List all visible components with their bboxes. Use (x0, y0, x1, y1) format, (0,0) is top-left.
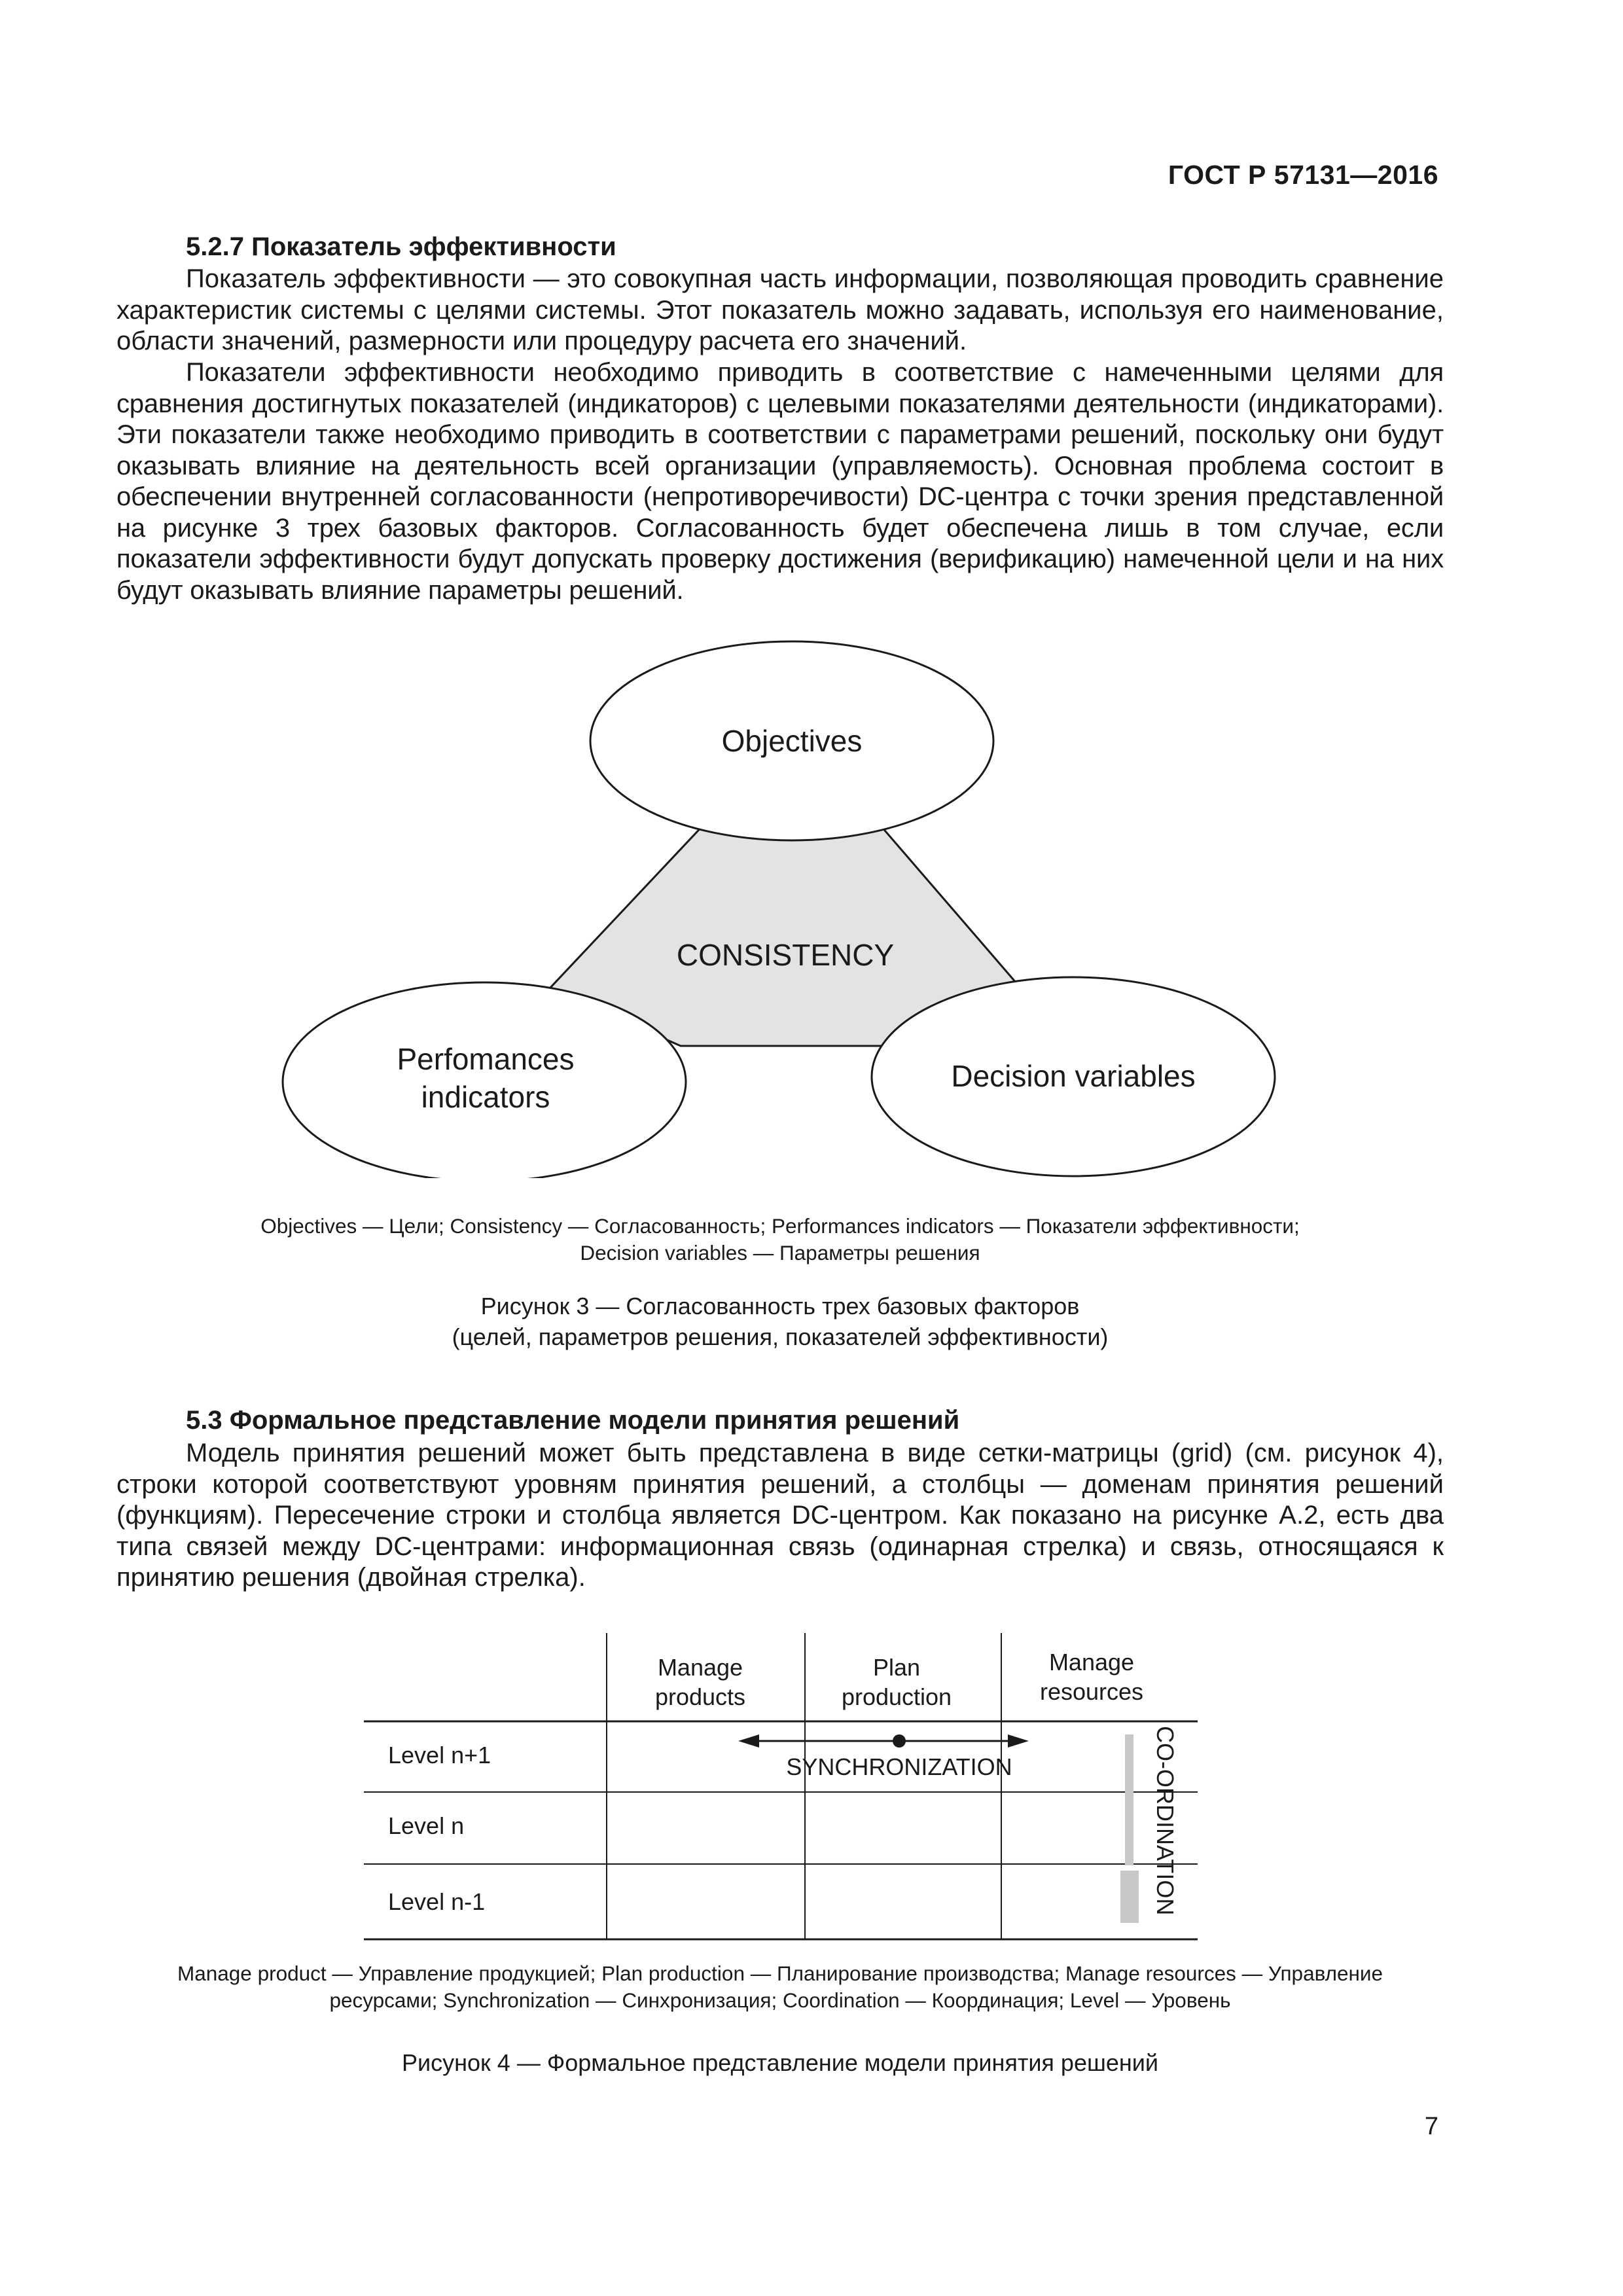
column-header-plan-production-line2: production (841, 1683, 952, 1710)
objectives-label: Objectives (721, 724, 863, 758)
column-header-plan-production-line1: Plan (872, 1654, 921, 1681)
figure-3-legend-line-2: Decision variables — Параметры решения (580, 1241, 980, 1265)
column-header-manage-products-line2: products (654, 1683, 746, 1710)
row-header-level-n-minus-1: Level n-1 (388, 1888, 486, 1915)
synchronization-arrowhead-right (1008, 1734, 1029, 1748)
consistency-label: CONSISTENCY (676, 938, 895, 972)
figure-3-title (116, 1291, 1444, 1352)
figure-4-legend-line-1: Manage product — Управление продукцией; Plan production — Планирование производства; Manage resources — Управление (177, 1962, 1383, 1985)
synchronization-arrowhead-left (738, 1734, 759, 1748)
performance-indicators-label-line2: indicators (421, 1080, 550, 1114)
figure-4-legend (110, 1960, 1450, 2014)
column-header-manage-resources-line2: resources (1039, 1678, 1144, 1705)
figure-3-title-line-2: (целей, параметров решения, показателей эффективности) (452, 1323, 1109, 1350)
column-header-manage-resources-line1: Manage (1048, 1649, 1135, 1676)
document-code-header: ГОСТ Р 57131—2016 (1168, 160, 1438, 190)
figure-4-title: Рисунок 4 — Формальное представление модели принятия решений (402, 2049, 1158, 2076)
coordination-bar-thick (1120, 1871, 1139, 1923)
figure-3-legend-line-1: Objectives — Цели; Consistency — Согласованность; Performances indicators — Показатели эффективности; (260, 1214, 1300, 1238)
coordination-label: CO-ORDINATION (1152, 1726, 1179, 1916)
row-header-level-n-plus-1: Level n+1 (388, 1742, 491, 1768)
row-header-level-n: Level n (388, 1812, 465, 1839)
figure-4-legend-line-2: ресурсами; Synchronization — Синхронизация; Coordination — Координация; Level — Уровень (329, 1988, 1231, 2012)
figure-3-diagram (0, 628, 1623, 1178)
figure-4-grid (0, 1623, 1623, 1944)
column-header-manage-products-line1: Manage (657, 1654, 743, 1681)
section-5-3-paragraph-1: Модель принятия решений может быть представлена в виде сетки-матрицы (grid) (см. рисунок 4), строки которой соответствуют уровням принятия решений, а столбцы — доменам принятия решений (функциям). Пересечение строки и столбца является DC-центром. Как показано на рисунке А.2, есть два типа связей между DC-центрами: информационная связь (одинарная стрелка) и связь, относящаяся к принятию решения (двойная стрелка). (116, 1439, 1444, 1592)
coordination-bar-thin (1125, 1734, 1133, 1865)
decision-variables-label: Decision variables (951, 1059, 1196, 1093)
synchronization-node-dot (893, 1734, 906, 1748)
performance-indicators-label-line1: Perfomances (397, 1042, 575, 1076)
section-5-2-7-title: 5.2.7 Показатель эффективности (186, 232, 616, 261)
figure-3-legend (116, 1213, 1444, 1266)
section-5-2-7-paragraph-1: Показатель эффективности — это совокупная часть информации, позволяющая проводить сравнение характеристик системы с целями системы. Этот показатель можно задавать, используя его наименование, области значений, размерности или процедуру расчета его значений. (116, 264, 1444, 355)
section-5-3-title: 5.3 Формальное представление модели принятия решений (186, 1406, 960, 1435)
section-5-2-7-paragraph-2: Показатели эффективности необходимо приводить в соответствие с намеченными целями для сравнения достигнутых показателей (индикаторов) с целевыми показателями деятельности (индикаторами). Эти показатели также необходимо приводить в соответствии с параметрами решений, поскольку они будут оказывать влияние на деятельность всей организации (управляемость). Основная проблема состоит в обеспечении внутренней согласованности (непротиворечивости) DC-центра с точки зрения представленной на рисунке 3 трех базовых факторов. Согласованность будет обеспечена лишь в том случае, если показатели эффективности будут допускать проверку достижения (верификацию) намеченной цели и на них будут оказывать влияние параметры решений. (116, 358, 1444, 605)
synchronization-label: SYNCHRONIZATION (786, 1753, 1012, 1780)
figure-3-title-line-1: Рисунок 3 — Согласованность трех базовых факторов (480, 1293, 1080, 1319)
page-number: 7 (1424, 2113, 1438, 2140)
